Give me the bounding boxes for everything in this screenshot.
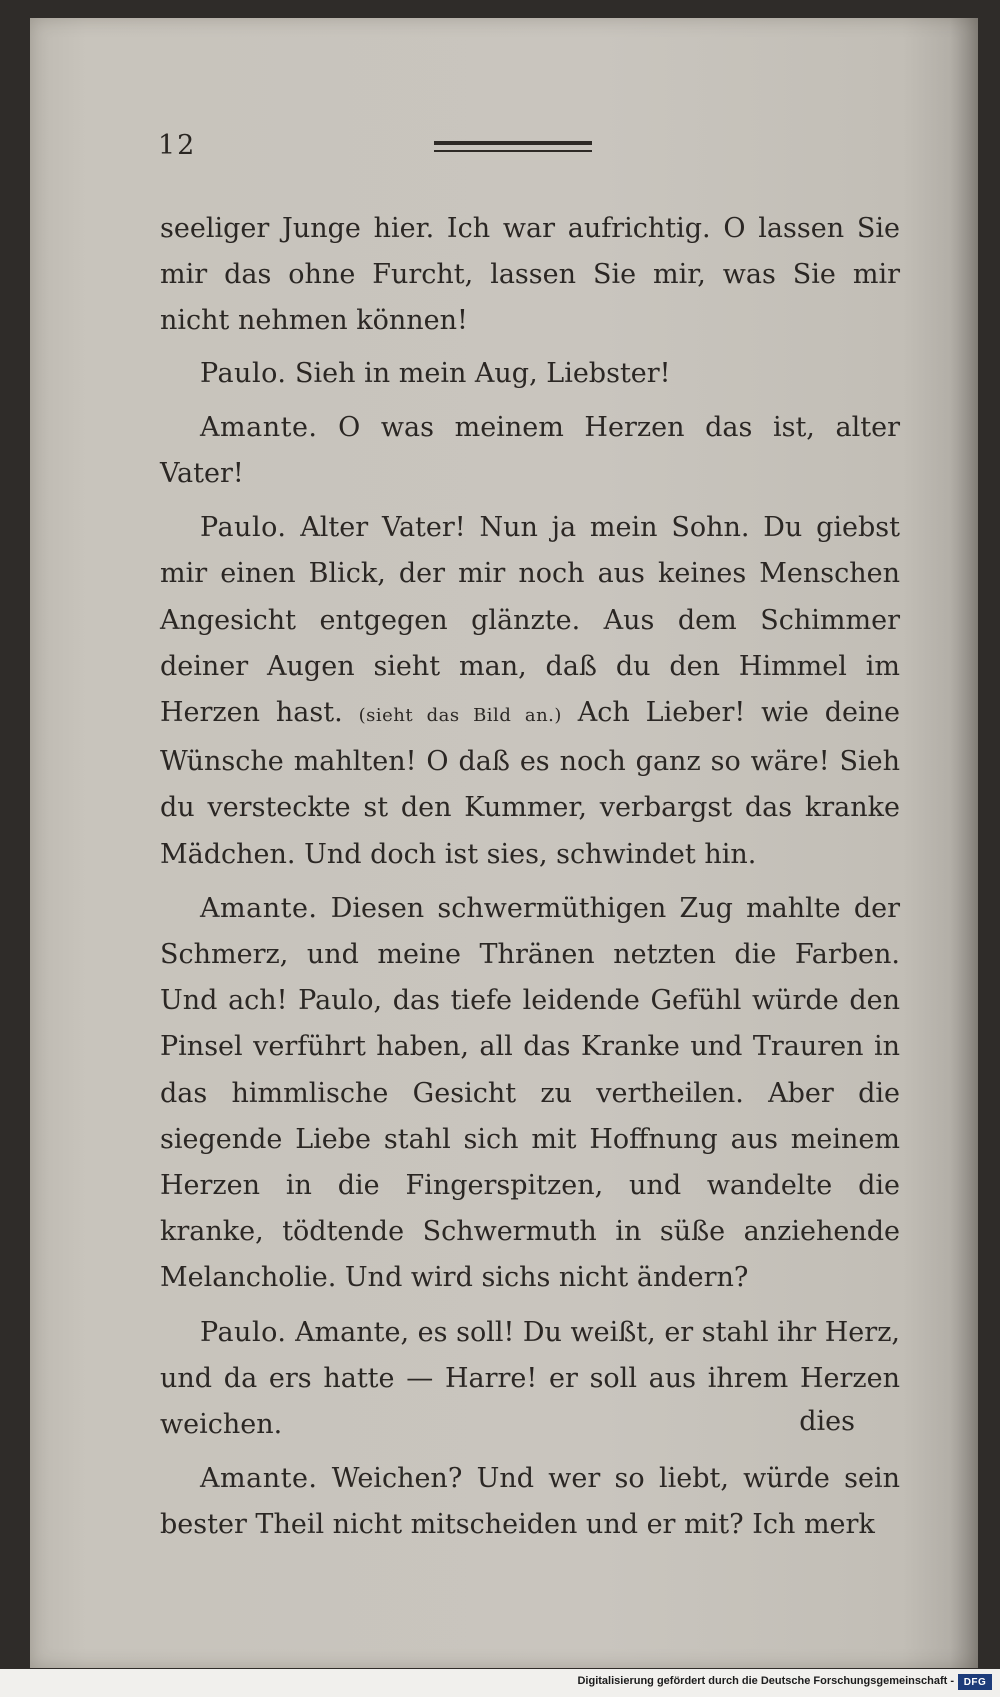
paragraph-4 xyxy=(160,886,900,1302)
paragraph-text: Diesen schwermüthigen Zug mahlte der Schmerz, und meine Thränen netzten die Farben. Und ach! Paulo, das tiefe leidende Gefühl würde den Pinsel verführt haben, all das Kranke und Trauren in das himmlische Gesicht zu vertheilen. Aber die siegende Liebe stahl sich mit Hoffnung aus meinem Herzen in die Fingerspitzen, und wandelte die kranke, tödtende Schwermuth in süße anziehende Melancholie. Und wird sichs nicht ändern? xyxy=(160,892,900,1294)
speaker-name: Amante. xyxy=(200,1463,318,1495)
paragraph-text: Amante, es soll! Du weißt, er stahl ihr Herz, und da ers hatte — Harre! er soll aus ihrem Herzen weichen. xyxy=(160,1316,900,1441)
speaker-name: Amante. xyxy=(200,411,318,443)
body-text xyxy=(160,206,900,1557)
paragraph-1 xyxy=(160,351,900,397)
speaker-name: Paulo. xyxy=(200,512,287,544)
paragraph-3 xyxy=(160,505,900,878)
header-rule xyxy=(434,141,592,145)
paragraph-text: Ach Lieber! wie deine Wünsche mahlten! O daß es noch ganz so wäre! Sieh du versteckte st den Kummer, verbargst das kranke Mädchen. Und doch ist sies, schwindet hin. xyxy=(160,697,900,870)
header-rule-thin xyxy=(434,150,592,152)
digitization-footer xyxy=(0,1669,1000,1697)
paragraph-0 xyxy=(160,206,900,345)
paragraph-2 xyxy=(160,405,900,497)
paragraph-text: Alter Vater! Nun ja mein Sohn. Du giebst mir einen Blick, der mir noch aus keines Menschen Angesicht entgegen glänzte. Aus dem Schimmer deiner Augen sieht man, daß du den Himmel im Herzen hast. xyxy=(160,512,900,729)
paragraph-6 xyxy=(160,1456,900,1548)
paragraph-text: Weichen? Und wer so liebt, würde sein bester Theil nicht mitscheiden und er mit? Ich merk xyxy=(160,1463,900,1541)
paragraph-text: seeliger Junge hier. Ich war aufrichtig. O lassen Sie mir das ohne Furcht, lassen Sie mir, was Sie mir nicht nehmen können! xyxy=(160,213,900,337)
paragraph-text: O was meinem Herzen das ist, alter Vater! xyxy=(160,411,900,490)
page-edge-shadow xyxy=(950,18,978,1668)
stage-direction: (sieht das Bild an.) xyxy=(358,705,562,727)
funding-credit: Digitalisierung gefördert durch die Deutsche Forschungsgemeinschaft - xyxy=(577,1675,954,1687)
book-page xyxy=(30,18,978,1668)
speaker-name: Amante. xyxy=(200,892,318,924)
dfg-logo-icon: DFG xyxy=(958,1674,992,1690)
paragraph-5 xyxy=(160,1310,900,1449)
speaker-name: Paulo. xyxy=(200,357,287,389)
page-number: 12 xyxy=(158,130,197,161)
catchword: dies xyxy=(799,1406,855,1437)
paragraph-text: Sieh in mein Aug, Liebster! xyxy=(295,357,671,389)
speaker-name: Paulo. xyxy=(200,1316,287,1348)
